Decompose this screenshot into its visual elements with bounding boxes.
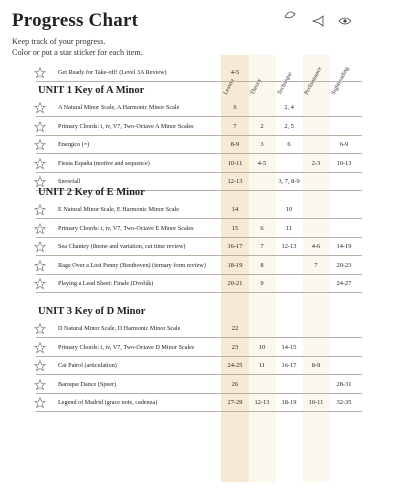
star-icon[interactable] (34, 397, 46, 409)
star-icon[interactable] (34, 102, 46, 114)
lesson-cell: 7 (233, 122, 237, 130)
star-icon[interactable] (34, 342, 46, 354)
star-icon[interactable] (34, 204, 46, 216)
table-row[interactable] (36, 377, 362, 394)
lesson-cell: 8-9 (230, 141, 240, 149)
star-icon[interactable] (34, 278, 46, 290)
lesson-cell: 6 (233, 104, 237, 111)
lesson-cell: 4-5 (230, 69, 240, 76)
lesson-cell: 12-13 (227, 178, 243, 186)
performance-cell: 7 (314, 261, 318, 269)
sightreading-cell: 20-23 (336, 261, 352, 269)
performance-cell: 10-11 (308, 399, 324, 407)
table-row[interactable] (36, 276, 362, 293)
theory-cell: 12-13 (254, 399, 270, 407)
unit-title: UNIT 3 Key of D Minor (38, 306, 146, 317)
sightreading-eye-icon (338, 14, 352, 26)
technique-cell: 2, 5 (284, 122, 294, 130)
lesson-cell: 27-29 (227, 399, 243, 407)
row-label: Get Ready for Take-off! (Level 3A Review) (58, 69, 167, 76)
star-icon[interactable] (34, 360, 46, 372)
technique-cell: 11 (285, 224, 293, 232)
column-header-performance: Performance (303, 66, 324, 96)
table-row[interactable] (36, 358, 362, 375)
theory-cell: 6 (260, 224, 264, 232)
intro-line-1: Keep track of your progress. (12, 37, 106, 46)
technique-cell: 6 (287, 141, 291, 149)
sightreading-cell: 10-13 (336, 159, 352, 167)
row-label: Primary Chords: i, iv, V7, Two-Octave A Minor Scales (58, 122, 194, 130)
row-label: Primary Chords: i, iv, V7, Two-Octave D Minor Scales (58, 343, 195, 351)
lesson-cell: 22 (231, 325, 239, 332)
technique-cell: 14-15 (281, 343, 297, 351)
unit-title: UNIT 2 Key of E Minor (38, 187, 145, 198)
theory-cell: 9 (260, 280, 264, 288)
row-label: Snowfall (58, 178, 81, 186)
technique-cell: 2, 4 (284, 104, 294, 111)
lesson-cell: 24-25 (227, 362, 243, 370)
sightreading-cell: 28-31 (336, 380, 352, 388)
row-label: Rage Over a Lost Penny (Beethoven) (ternary form review) (58, 261, 206, 269)
star-icon[interactable] (34, 379, 46, 391)
table-row[interactable] (36, 221, 362, 238)
lesson-cell: 18-19 (227, 261, 243, 269)
row-label: Legend of Madrid (grace note, cadenza) (58, 399, 158, 407)
row-label: Sea Chantey (theme and variation, cut time review) (58, 243, 186, 251)
row-label: Baroque Dance (Speer) (58, 380, 117, 388)
star-icon[interactable] (34, 223, 46, 235)
performance-cell: 8-9 (311, 362, 321, 370)
intro-line-2: Color or put a star sticker for each item. (12, 48, 143, 57)
lesson-cell: 23 (231, 343, 239, 351)
star-icon[interactable] (34, 121, 46, 133)
row-label: Cat Patrol (articulation) (58, 362, 117, 370)
lesson-cell: 16-17 (227, 243, 243, 251)
star-icon[interactable] (34, 241, 46, 253)
technique-hand-icon (283, 8, 297, 20)
table-row[interactable] (36, 65, 362, 82)
star-icon[interactable] (34, 323, 46, 335)
page-title: Progress Chart (12, 10, 139, 31)
technique-cell: 12-13 (281, 243, 297, 251)
star-icon[interactable] (34, 67, 46, 79)
theory-cell: 4-5 (257, 159, 267, 167)
star-icon[interactable] (34, 260, 46, 272)
column-header-lesson: Lesson (222, 78, 236, 96)
table-row[interactable] (36, 395, 362, 412)
column-header-sightreading: Sightreading (330, 66, 351, 96)
star-icon[interactable] (34, 158, 46, 170)
technique-cell: 16-17 (281, 362, 297, 370)
theory-cell: 2 (260, 122, 264, 130)
lesson-cell: 20-21 (227, 280, 243, 288)
sightreading-cell: 32-35 (336, 399, 352, 407)
table-row[interactable] (36, 202, 362, 219)
table-row[interactable] (36, 137, 362, 154)
performance-cell: 2-3 (311, 159, 321, 167)
column-header-theory: Theory (249, 77, 264, 96)
table-row[interactable] (36, 340, 362, 357)
performance-cell: 4-6 (311, 243, 321, 251)
unit-title: UNIT 1 Key of A Minor (38, 85, 145, 96)
row-label: Energico (𝄐) (58, 141, 90, 149)
column-header-technique: Technique (276, 71, 294, 96)
theory-cell: 3 (260, 141, 264, 149)
star-icon[interactable] (34, 139, 46, 151)
table-row[interactable] (36, 239, 362, 256)
performance-trumpet-icon (311, 14, 325, 26)
technique-cell: 10 (285, 206, 293, 213)
row-label: Primary Chords: i, iv, V7, Two-Octave E Minor Scales (58, 224, 194, 232)
lesson-cell: 14 (231, 206, 239, 213)
table-row[interactable] (36, 156, 362, 173)
sightreading-cell: 14-19 (336, 243, 352, 251)
row-label: E Natural Minor Scale, E Harmonic Minor Scale (58, 206, 179, 213)
row-label: Playing a Lead Sheet: Finale (Dvořák) (58, 280, 154, 288)
sightreading-cell: 24-27 (336, 280, 352, 288)
sightreading-cell: 6-9 (339, 141, 349, 149)
intro-text (12, 36, 143, 58)
lesson-cell: 26 (231, 380, 239, 388)
technique-cell: 3, 7, 8-9 (278, 178, 300, 186)
theory-cell: 7 (260, 243, 264, 251)
technique-cell: 18-19 (281, 399, 297, 407)
table-row[interactable] (36, 321, 362, 338)
row-label: Fiesta España (motive and sequence) (58, 159, 150, 167)
row-label: D Natural Minor Scale, D Harmonic Minor Scale (58, 325, 181, 332)
lesson-cell: 15 (231, 224, 239, 232)
theory-cell: 10 (258, 343, 266, 351)
lesson-cell: 10-11 (227, 159, 243, 167)
table-row[interactable] (36, 100, 362, 117)
theory-cell: 8 (260, 261, 264, 269)
row-label: A Natural Minor Scale, A Harmonic Minor Scale (58, 104, 180, 111)
table-row[interactable] (36, 119, 362, 136)
table-row[interactable] (36, 258, 362, 275)
theory-cell: 11 (258, 362, 266, 370)
